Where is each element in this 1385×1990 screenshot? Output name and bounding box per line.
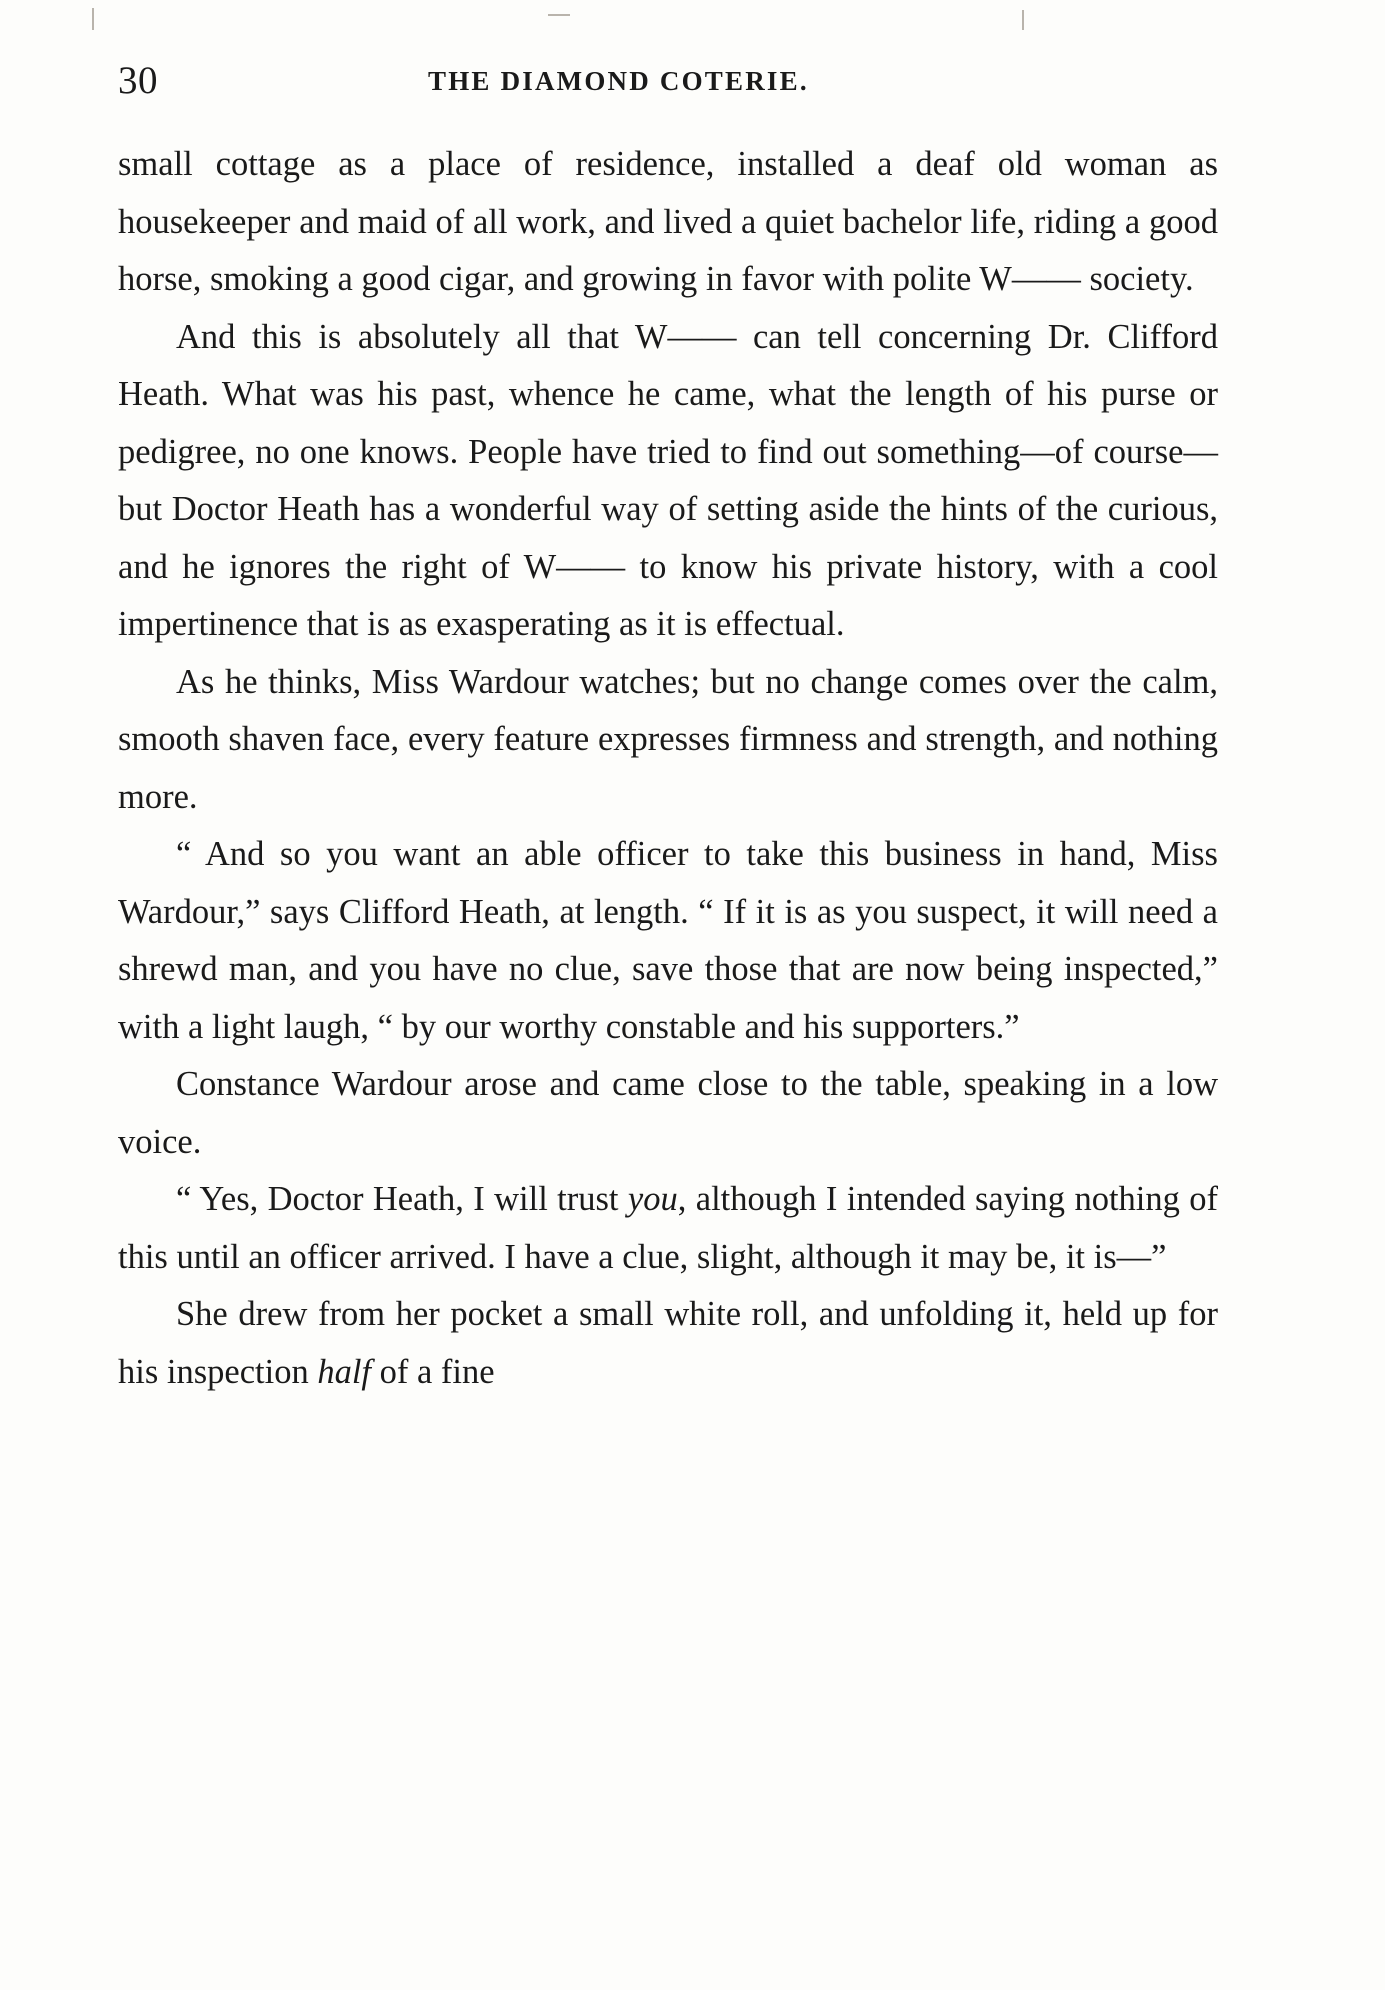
- page-content: [118, 52, 1218, 1401]
- paragraph-part: of a fine: [371, 1352, 495, 1391]
- paragraph-part: She drew from her pocket a small white roll, and unfolding it, held up for his inspection: [118, 1295, 1218, 1391]
- page-body: [118, 136, 1218, 1401]
- paragraph: And this is absolutely all that W—— can tell concerning Dr. Clifford Heath. What was his past, whence he came, what the length of his purse or pedigree, no one knows. People have tried to find out something—of course—but Doctor Heath has a wonderful way of setting aside the hints of the curious, and he ignores the right of W—— to know his private history, with a cool impertinence that is as exasperating as it is effectual.: [118, 317, 1218, 643]
- paragraph-with-italic-half: [118, 1286, 1218, 1401]
- scan-artifact-right: [1022, 10, 1024, 30]
- italic-word-half: half: [317, 1352, 371, 1391]
- paragraph-with-italic-you: [118, 1171, 1218, 1286]
- paragraph: “ And so you want an able officer to take this business in hand, Miss Wardour,” says Clifford Heath, at length. “ If it is as you suspect, it will need a shrewd man, and you have no clue, save those that are now being inspected,” with a light laugh, “ by our worthy constable and his supporters.”: [118, 835, 1218, 1046]
- paragraph-part: “ Yes, Doctor Heath, I will trust: [176, 1180, 628, 1218]
- scan-artifact-left: [92, 8, 94, 30]
- page-number: 30: [118, 59, 158, 102]
- italic-word-you: you: [627, 1180, 678, 1218]
- running-title: THE DIAMOND COTERIE.: [428, 66, 809, 96]
- scan-artifact-top: [548, 14, 570, 16]
- page-header: [118, 52, 1218, 110]
- paragraph: small cottage as a place of residence, installed a deaf old woman as housekeeper and maid of all work, and lived a quiet bachelor life, riding a good horse, smoking a good cigar, and growing in favor with polite W—— society.: [118, 145, 1218, 298]
- paragraph: As he thinks, Miss Wardour watches; but no change comes over the calm, smooth shaven face, every feature expresses firmness and strength, and nothing more.: [118, 662, 1218, 816]
- paragraph-part: , although I intended saying nothing of this until an officer arrived. I have a clue, slight, although it may be, it is—”: [118, 1180, 1218, 1276]
- paragraph: Constance Wardour arose and came close to the table, speaking in a low voice.: [118, 1065, 1218, 1161]
